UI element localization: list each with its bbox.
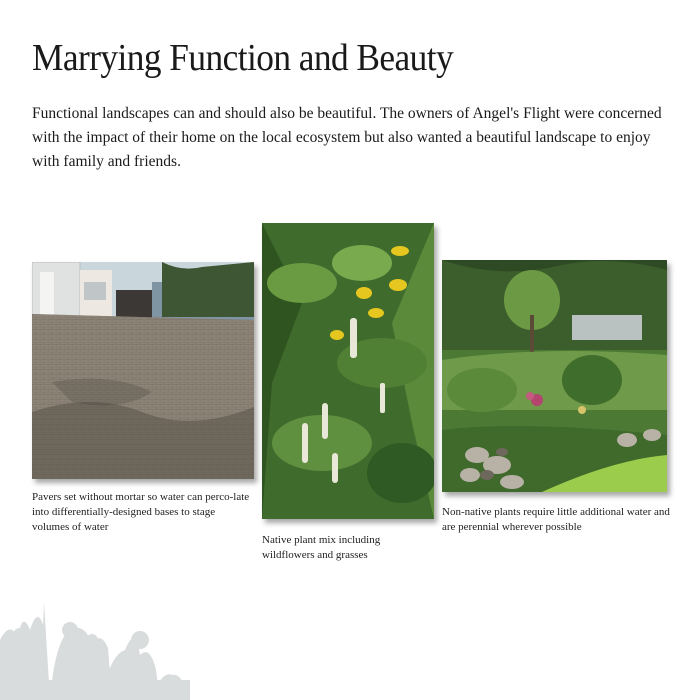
photo-pavers [32, 262, 254, 479]
caption-pavers: Pavers set without mortar so water can perco-late into differentially-designed bases to stage volumes of water [32, 491, 250, 533]
footer-plant-silhouette [0, 600, 190, 700]
intro-paragraph: Functional landscapes can and should also be beautiful. The owners of Angel's Flight were concerned with the impact of their home on the local ecosystem but also wanted a beautiful landscape to enjoy with family and friends. [32, 105, 662, 170]
photo-native-plants [262, 223, 434, 519]
page-title: Marrying Function and Beauty [32, 37, 454, 79]
caption-native-plants: Native plant mix including wildflowers and grasses [262, 534, 381, 561]
photo-garden [442, 260, 667, 492]
caption-garden: Non-native plants require little additional water and are perennial wherever possible [442, 506, 670, 533]
